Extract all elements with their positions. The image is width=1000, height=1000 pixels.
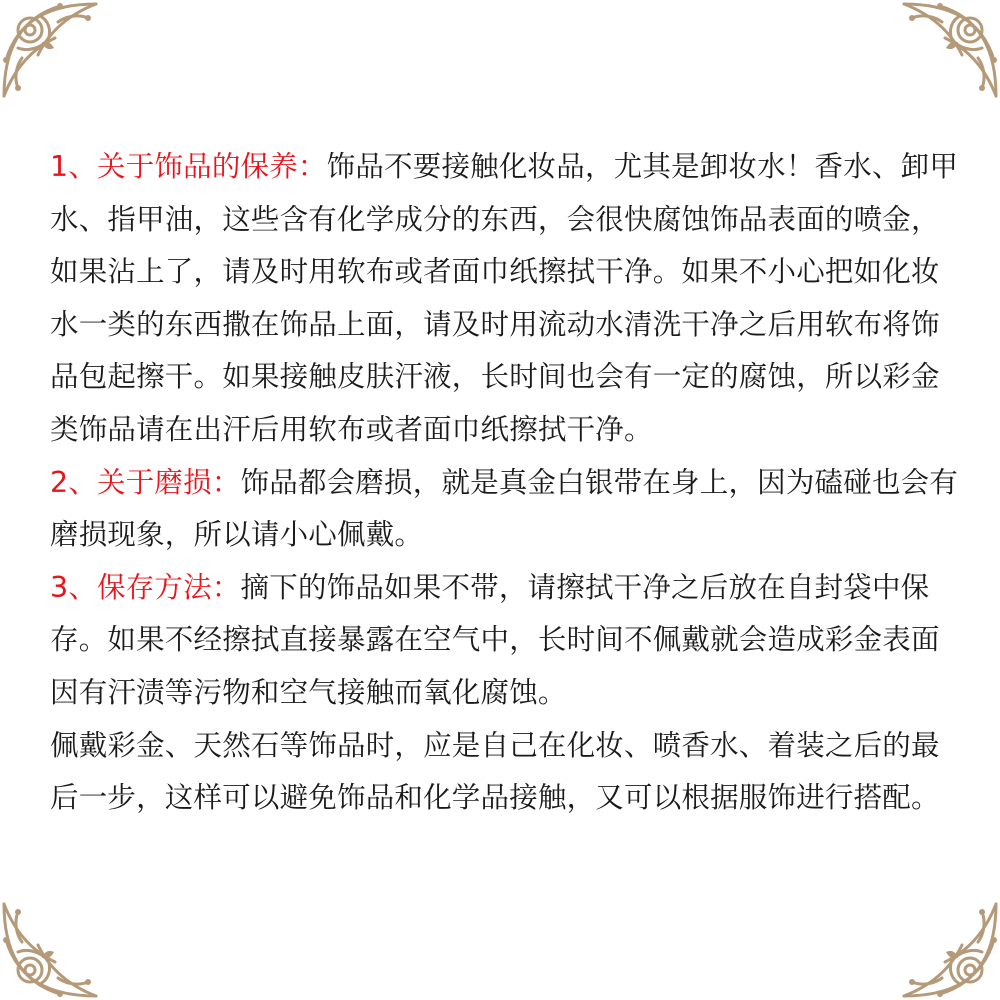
corner-ornament-bottom-right [900,900,1000,1000]
section-heading-jewelry-care: 1、关于饰品的保养： [50,150,327,183]
section-body-jewelry-care: 饰品不要接触化妆品，尤其是卸妆水！香水、卸甲水、指甲油，这些含有化学成分的东西，会很快腐蚀饰品表面的喷金，如果沾上了，请及时用软布或者面巾纸擦拭干净。如果不小心把如化妆水一类的东西撒在饰品上面，请及时用流动水清洗干净之后用软布将饰品包起擦干。如果接触皮肤汗液，长时间也会有一定的腐蚀，所以彩金类饰品请在出汗后用软布或者面巾纸擦拭干净。 [50,150,959,446]
floral-corner-ornament-icon [0,0,100,100]
section-storage [50,562,965,720]
care-guide-content [50,141,965,825]
section-wear [50,457,965,562]
corner-ornament-top-left [0,0,100,100]
floral-corner-ornament-icon [900,900,1000,1000]
section-heading-storage: 3、保存方法： [50,570,241,604]
section-body-wear: 饰品都会磨损，就是真金白银带在身上，因为磕碰也会有磨损现象，所以请小心佩戴。 [50,465,959,552]
corner-ornament-top-right [900,0,1000,100]
floral-corner-ornament-icon [0,900,100,1000]
corner-ornament-bottom-left [0,900,100,1000]
section-body-storage: 摘下的饰品如果不带，请擦拭干净之后放在自封袋中保存。如果不经擦拭直接暴露在空气中，长时间不佩戴就会造成彩金表面因有汗渍等污物和空气接触而氧化腐蚀。 [50,570,940,709]
closing-note: 佩戴彩金、天然石等饰品时，应是自己在化妆、喷香水、着装之后的最后一步，这样可以避免饰品和化学品接触，又可以根据服饰进行搭配。 [50,728,940,815]
floral-corner-ornament-icon [900,0,1000,100]
section-jewelry-care [50,141,965,457]
section-heading-wear: 2、关于磨损： [50,465,241,499]
